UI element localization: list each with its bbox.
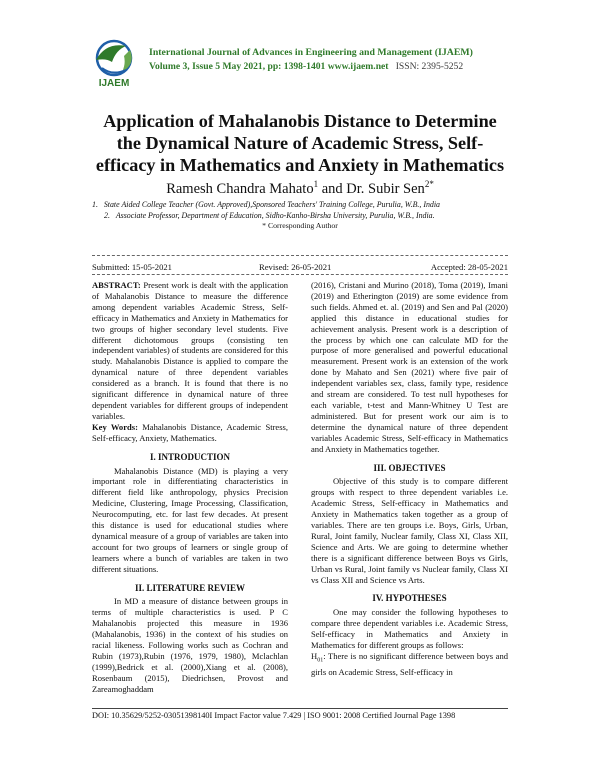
section-heading-literature-review: II. LITERATURE REVIEW (134, 582, 246, 593)
section-heading-objectives: III. OBJECTIVES (373, 462, 446, 473)
objectives-text: Objective of this study is to compare different groups with respect to three dependent variables i.e. Academic Stress, Self-efficacy in Mathematics and Anxiety in Mathematics taken together as a group of variables. There are ten groups i.e. Boys, Girls, Urban, Rural, Joint family, Nuclear family, Class XI, Class XII, Science and Arts. We are going to determine whether there is a significant difference between Boys vs Girls, Urban vs Rural, Joint family vs Nuclear family, Class XI vs Class XII and Science vs Arts. (311, 476, 508, 585)
hypotheses-text: One may consider the following hypotheses to compare three dependent variables i.e. Academic Stress, Self-efficacy in Mathematics and Anxiety in Mathematics for different groups as follows: (311, 607, 508, 651)
divider (92, 255, 508, 256)
page-footer: DOI: 10.35629/5252-03051398140I Impact Factor value 7.429 | ISO 9001: 2008 Certified Journal Page 1398 (92, 711, 456, 720)
corresponding-author: * Corresponding Author (262, 221, 338, 230)
section-heading-introduction: I. INTRODUCTION (149, 451, 230, 462)
title-line: the Dynamical Nature of Academic Stress, Self- (116, 133, 484, 153)
journal-title: International Journal of Advances in Engineering and Management (IJAEM) (149, 47, 473, 58)
title-line: efficacy in Mathematics and Anxiety in Mathematics (95, 155, 505, 175)
ijaem-logo (86, 36, 142, 88)
keywords: Key Words: Mahalanobis Distance, Academic Stress, Self-efficacy, Anxiety, Mathematics. (92, 421, 288, 443)
paper-title (70, 110, 530, 176)
introduction-text: Mahalanobis Distance (MD) is playing a very important role in differentiating characteristics in different field like anthropology, physics Precision Medicine, Clustering, Image Processing, Classification, Neurocomputing, etc. for last few decades. At present this distance is used for educational studies where dynamical measure of a group of variables are taken into account for two groups of learners or single group of learners where a bunch of variables are taken in two different situations. (92, 465, 288, 574)
author-2: and Dr. Subir Sen (318, 180, 425, 197)
accepted-date: Accepted: 28-05-2021 (430, 262, 508, 272)
authors: Ramesh Chandra Mahato$^1$ and Dr. Subir Sen$^{2*}$ (166, 179, 434, 197)
hypothesis-h01: $H_{01}$: There is no significant difference between boys and girls on Academic Stress, Self-efficacy in (311, 651, 508, 677)
divider (92, 274, 508, 275)
left-column (92, 280, 288, 695)
volume-info: Volume 3, Issue 5 May 2021, pp: 1398-1401 www.ijaem.net (149, 61, 389, 72)
author-1: Ramesh Chandra Mahato (166, 180, 314, 197)
abstract: ABSTRACT: Present work is dealt with the application of Mahalanobis Distance to measure the difference among dependent variables Academic Stress, Self-efficacy in Mathematics and Anxiety in Mathematics for two groups of higher secondary level students. Five different dichotomous groups (consisting ten independent variables) of students are considered for this study. Mahalanobis Distance is applied to compare the dynamical nature of three dependent variables considered as a branch. It is found that there is no significant difference in dynamical nature of three dependent variables for different groups of independent variables. (92, 280, 288, 421)
logo-text: IJAEM (98, 78, 130, 88)
journal-info (149, 61, 463, 72)
literature-review-continued: (2016), Cristani and Murino (2018), Toma (2019), Imani (2019) and Etherington (2019) are some evidence from such fields. Ahmed et. al. (2019) and Sen and Pal (2020) applied this distance in educational studies for achievement analysis. Present work is a description of the process by which one can calculate MD for the purpose of more generalised and powerful educational measurement. Present work is an extension of the work done by Mahato and Sen (2021) where five pair of independent variables sex, class, family type, residence and stream are considered. To test null hypotheses for each variable, t-test and Mann-Whitney U Test are administered. But for present work our aim is to determine the dynamical nature of three dependent variables Academic Stress, Self-efficacy in Mathematics and Anxiety in Mathematics together. (311, 280, 508, 454)
issn: ISSN: 2395-5252 (395, 61, 464, 72)
affiliation-2: 2. Associate Professor, Department of Education, Sidho-Kanho-Birsha University, Purulia, W.B., India. (104, 211, 435, 220)
revised-date: Revised: 26-05-2021 (259, 262, 332, 272)
affiliation-1: 1. State Aided College Teacher (Govt. Approved),Sponsored Teachers' Training College, Purulia, W.B., India (92, 200, 440, 209)
title-line: Application of Mahalanobis Distance to Determine (103, 111, 497, 131)
submitted-date: Submitted: 15-05-2021 (92, 262, 172, 272)
right-column (311, 280, 508, 678)
section-heading-hypotheses: IV. HYPOTHESES (372, 593, 447, 604)
footer-divider (92, 708, 508, 709)
literature-review-text: In MD a measure of distance between groups in terms of multiple characteristics is used. P C Mahalanobis projected this measure in 1936 (Mahalanobis, 1936) in the context of his studies on racial likeness. Following works such as Cochran and Rubin (1973),Rubin (1976, 1979, 1980), Mclachlan (1999),Bedrick et al. (2000),Xiang et al. (2008), Rosenbaum (2015), Diedrichsen, Provost and Zareamoghaddam (92, 596, 288, 694)
